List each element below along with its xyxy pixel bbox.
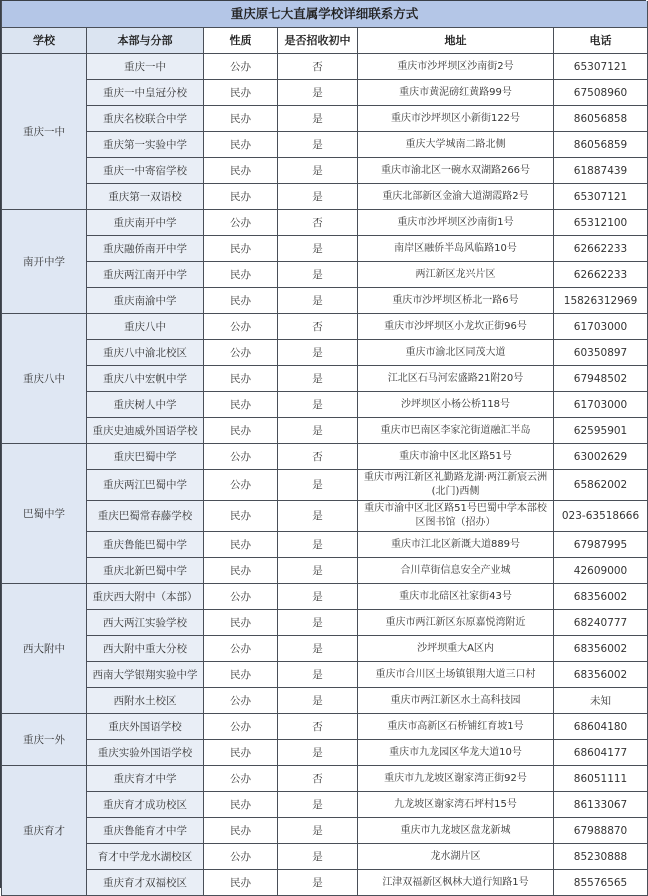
table-row xyxy=(2,870,648,896)
junior-enrollment: 是 xyxy=(278,740,358,766)
school-type: 民办 xyxy=(204,610,278,636)
phone-number: 67988870 xyxy=(554,818,648,844)
school-type: 公办 xyxy=(204,444,278,470)
address: 重庆市黄泥磅红黄路99号 xyxy=(358,80,554,106)
phone-number: 42609000 xyxy=(554,558,648,584)
junior-enrollment: 否 xyxy=(278,444,358,470)
address: 重庆市渝北区一碗水双湖路266号 xyxy=(358,158,554,184)
table-row xyxy=(2,158,648,184)
junior-enrollment: 否 xyxy=(278,54,358,80)
junior-enrollment: 是 xyxy=(278,558,358,584)
table-row xyxy=(2,54,648,80)
address: 沙坪坝重大A区内 xyxy=(358,636,554,662)
school-type: 民办 xyxy=(204,818,278,844)
address: 重庆市沙坪坝区小龙坎正街96号 xyxy=(358,314,554,340)
school-contact-table xyxy=(1,1,648,896)
branch-name: 重庆第一双语校 xyxy=(87,184,204,210)
table-row xyxy=(2,80,648,106)
school-type: 民办 xyxy=(204,132,278,158)
junior-enrollment: 是 xyxy=(278,636,358,662)
school-type: 民办 xyxy=(204,236,278,262)
address: 重庆市渝中区北区路51号 xyxy=(358,444,554,470)
address: 重庆市高新区石桥铺红育坡1号 xyxy=(358,714,554,740)
address: 重庆市沙坪坝区沙南街2号 xyxy=(358,54,554,80)
school-type: 民办 xyxy=(204,106,278,132)
table-row xyxy=(2,184,648,210)
table-row xyxy=(2,132,648,158)
junior-enrollment: 是 xyxy=(278,532,358,558)
address: 龙水湖片区 xyxy=(358,844,554,870)
school-type: 民办 xyxy=(204,870,278,896)
header-branch: 本部与分部 xyxy=(87,28,204,54)
school-type: 民办 xyxy=(204,418,278,444)
table-row xyxy=(2,340,648,366)
branch-name: 重庆一中皇冠分校 xyxy=(87,80,204,106)
phone-number: 62662233 xyxy=(554,262,648,288)
branch-name: 重庆巴蜀中学 xyxy=(87,444,204,470)
address: 沙坪坝区小杨公桥118号 xyxy=(358,392,554,418)
address: 重庆市合川区土场镇银翔大道三口村 xyxy=(358,662,554,688)
school-type: 公办 xyxy=(204,766,278,792)
school-group-name: 巴蜀中学 xyxy=(2,444,87,584)
school-type: 民办 xyxy=(204,158,278,184)
school-type: 公办 xyxy=(204,314,278,340)
table-row xyxy=(2,314,648,340)
junior-enrollment: 是 xyxy=(278,366,358,392)
header-phone: 电话 xyxy=(554,28,648,54)
branch-name: 重庆八中 xyxy=(87,314,204,340)
phone-number: 63002629 xyxy=(554,444,648,470)
address: 重庆市两江新区水土高科技园 xyxy=(358,688,554,714)
table-row xyxy=(2,470,648,501)
address: 重庆市北碚区社家街43号 xyxy=(358,584,554,610)
header-school: 学校 xyxy=(2,28,87,54)
junior-enrollment: 是 xyxy=(278,501,358,532)
branch-name: 西南大学银翔实验中学 xyxy=(87,662,204,688)
address: 重庆市巴南区李家沱街道融汇半岛 xyxy=(358,418,554,444)
phone-number: 61703000 xyxy=(554,314,648,340)
branch-name: 重庆史迪威外国语学校 xyxy=(87,418,204,444)
table-row xyxy=(2,444,648,470)
junior-enrollment: 是 xyxy=(278,584,358,610)
phone-number: 86056858 xyxy=(554,106,648,132)
table-row xyxy=(2,844,648,870)
junior-enrollment: 是 xyxy=(278,470,358,501)
junior-enrollment: 否 xyxy=(278,714,358,740)
phone-number: 86133067 xyxy=(554,792,648,818)
phone-number: 67948502 xyxy=(554,366,648,392)
header-junior: 是否招收初中 xyxy=(278,28,358,54)
table-row xyxy=(2,366,648,392)
school-type: 民办 xyxy=(204,532,278,558)
branch-name: 重庆北新巴蜀中学 xyxy=(87,558,204,584)
junior-enrollment: 否 xyxy=(278,766,358,792)
school-type: 民办 xyxy=(204,80,278,106)
junior-enrollment: 是 xyxy=(278,132,358,158)
phone-number: 68604180 xyxy=(554,714,648,740)
junior-enrollment: 是 xyxy=(278,688,358,714)
branch-name: 重庆南开中学 xyxy=(87,210,204,236)
phone-number: 85576565 xyxy=(554,870,648,896)
table-row xyxy=(2,532,648,558)
phone-number: 65862002 xyxy=(554,470,648,501)
phone-number: 15826312969 xyxy=(554,288,648,314)
branch-name: 重庆实验外国语学校 xyxy=(87,740,204,766)
school-type: 公办 xyxy=(204,584,278,610)
school-group-name: 重庆八中 xyxy=(2,314,87,444)
phone-number: 86051111 xyxy=(554,766,648,792)
header-row xyxy=(2,28,648,54)
branch-name: 重庆育才成功校区 xyxy=(87,792,204,818)
address: 重庆市渝北区同茂大道 xyxy=(358,340,554,366)
school-type: 民办 xyxy=(204,662,278,688)
header-address: 地址 xyxy=(358,28,554,54)
junior-enrollment: 是 xyxy=(278,158,358,184)
table-row xyxy=(2,236,648,262)
table-row xyxy=(2,392,648,418)
address: 重庆市沙坪坝区桥北一路6号 xyxy=(358,288,554,314)
address: 重庆市渝中区北区路51号巴蜀中学本部校区图书馆（招办） xyxy=(358,501,554,532)
table-row xyxy=(2,584,648,610)
branch-name: 重庆两江巴蜀中学 xyxy=(87,470,204,501)
table-row xyxy=(2,714,648,740)
address: 重庆市江北区新溉大道889号 xyxy=(358,532,554,558)
school-type: 公办 xyxy=(204,340,278,366)
table-row xyxy=(2,501,648,532)
phone-number: 61887439 xyxy=(554,158,648,184)
junior-enrollment: 否 xyxy=(278,314,358,340)
branch-name: 重庆鲁能育才中学 xyxy=(87,818,204,844)
school-type: 公办 xyxy=(204,844,278,870)
school-group-name: 南开中学 xyxy=(2,210,87,314)
phone-number: 86056859 xyxy=(554,132,648,158)
address: 九龙坡区谢家湾石坪村15号 xyxy=(358,792,554,818)
junior-enrollment: 是 xyxy=(278,106,358,132)
junior-enrollment: 是 xyxy=(278,870,358,896)
junior-enrollment: 是 xyxy=(278,236,358,262)
address: 重庆市九龙园区华龙大道10号 xyxy=(358,740,554,766)
branch-name: 重庆融侨南开中学 xyxy=(87,236,204,262)
school-group-name: 重庆育才 xyxy=(2,766,87,896)
branch-name: 育才中学龙水湖校区 xyxy=(87,844,204,870)
phone-number: 68356002 xyxy=(554,636,648,662)
junior-enrollment: 否 xyxy=(278,210,358,236)
address: 重庆市两江新区东原嘉悦湾附近 xyxy=(358,610,554,636)
junior-enrollment: 是 xyxy=(278,844,358,870)
school-type: 民办 xyxy=(204,262,278,288)
table-title-row xyxy=(2,1,648,28)
phone-number: 67508960 xyxy=(554,80,648,106)
table-title: 重庆原七大直属学校详细联系方式 xyxy=(2,1,648,28)
junior-enrollment: 是 xyxy=(278,662,358,688)
address: 两江新区龙兴片区 xyxy=(358,262,554,288)
branch-name: 西附水土校区 xyxy=(87,688,204,714)
branch-name: 重庆第一实验中学 xyxy=(87,132,204,158)
branch-name: 重庆八中渝北校区 xyxy=(87,340,204,366)
phone-number: 62662233 xyxy=(554,236,648,262)
school-type: 公办 xyxy=(204,470,278,501)
phone-number: 65307121 xyxy=(554,184,648,210)
school-type: 民办 xyxy=(204,184,278,210)
phone-number: 65307121 xyxy=(554,54,648,80)
branch-name: 西大附中重大分校 xyxy=(87,636,204,662)
address: 重庆市沙坪坝区小新街122号 xyxy=(358,106,554,132)
branch-name: 重庆八中宏帆中学 xyxy=(87,366,204,392)
table-row xyxy=(2,418,648,444)
branch-name: 重庆育才中学 xyxy=(87,766,204,792)
table-row xyxy=(2,636,648,662)
table-row xyxy=(2,106,648,132)
branch-name: 重庆一中寄宿学校 xyxy=(87,158,204,184)
junior-enrollment: 是 xyxy=(278,418,358,444)
phone-number: 85230888 xyxy=(554,844,648,870)
table-body xyxy=(2,54,648,896)
phone-number: 68356002 xyxy=(554,584,648,610)
branch-name: 重庆南渝中学 xyxy=(87,288,204,314)
school-type: 民办 xyxy=(204,366,278,392)
table-row xyxy=(2,688,648,714)
branch-name: 重庆树人中学 xyxy=(87,392,204,418)
phone-number: 65312100 xyxy=(554,210,648,236)
school-type: 公办 xyxy=(204,636,278,662)
address: 重庆市九龙坡区盘龙新城 xyxy=(358,818,554,844)
table-row xyxy=(2,288,648,314)
phone-number: 61703000 xyxy=(554,392,648,418)
address: 南岸区融侨半岛风临路10号 xyxy=(358,236,554,262)
phone-number: 未知 xyxy=(554,688,648,714)
address: 合川草街信息安全产业城 xyxy=(358,558,554,584)
school-type: 公办 xyxy=(204,210,278,236)
school-group-name: 重庆一外 xyxy=(2,714,87,766)
junior-enrollment: 是 xyxy=(278,792,358,818)
table-row xyxy=(2,610,648,636)
junior-enrollment: 是 xyxy=(278,340,358,366)
school-type: 民办 xyxy=(204,740,278,766)
junior-enrollment: 是 xyxy=(278,80,358,106)
school-group-name: 西大附中 xyxy=(2,584,87,714)
school-group-name: 重庆一中 xyxy=(2,54,87,210)
table-row xyxy=(2,210,648,236)
school-type: 民办 xyxy=(204,558,278,584)
address: 重庆市沙坪坝区沙南街1号 xyxy=(358,210,554,236)
school-type: 公办 xyxy=(204,714,278,740)
table-row xyxy=(2,792,648,818)
address: 江津双福新区枫林大道行知路1号 xyxy=(358,870,554,896)
table-row xyxy=(2,818,648,844)
school-type: 民办 xyxy=(204,501,278,532)
school-type: 民办 xyxy=(204,288,278,314)
table-row xyxy=(2,662,648,688)
school-type: 公办 xyxy=(204,54,278,80)
phone-number: 60350897 xyxy=(554,340,648,366)
branch-name: 重庆巴蜀常春藤学校 xyxy=(87,501,204,532)
phone-number: 023-63518666 xyxy=(554,501,648,532)
branch-name: 西大两江实验学校 xyxy=(87,610,204,636)
header-type: 性质 xyxy=(204,28,278,54)
phone-number: 68356002 xyxy=(554,662,648,688)
phone-number: 68240777 xyxy=(554,610,648,636)
junior-enrollment: 是 xyxy=(278,818,358,844)
branch-name: 重庆育才双福校区 xyxy=(87,870,204,896)
table-row xyxy=(2,766,648,792)
branch-name: 重庆一中 xyxy=(87,54,204,80)
branch-name: 重庆鲁能巴蜀中学 xyxy=(87,532,204,558)
address: 江北区石马河宏盛路21附20号 xyxy=(358,366,554,392)
address: 重庆市两江新区礼勤路龙湖·两江新宸云洲(北门)西侧 xyxy=(358,470,554,501)
junior-enrollment: 是 xyxy=(278,288,358,314)
branch-name: 重庆两江南开中学 xyxy=(87,262,204,288)
phone-number: 67987995 xyxy=(554,532,648,558)
address: 重庆大学城南二路北侧 xyxy=(358,132,554,158)
phone-number: 62595901 xyxy=(554,418,648,444)
junior-enrollment: 是 xyxy=(278,610,358,636)
junior-enrollment: 是 xyxy=(278,392,358,418)
table-row xyxy=(2,262,648,288)
school-type: 民办 xyxy=(204,392,278,418)
branch-name: 重庆名校联合中学 xyxy=(87,106,204,132)
phone-number: 68604177 xyxy=(554,740,648,766)
table-row xyxy=(2,558,648,584)
address: 重庆北部新区金渝大道湖霞路2号 xyxy=(358,184,554,210)
junior-enrollment: 是 xyxy=(278,262,358,288)
branch-name: 重庆外国语学校 xyxy=(87,714,204,740)
school-type: 民办 xyxy=(204,792,278,818)
address: 重庆市九龙坡区谢家湾正街92号 xyxy=(358,766,554,792)
school-type: 公办 xyxy=(204,688,278,714)
table-row xyxy=(2,740,648,766)
junior-enrollment: 是 xyxy=(278,184,358,210)
branch-name: 重庆西大附中（本部） xyxy=(87,584,204,610)
